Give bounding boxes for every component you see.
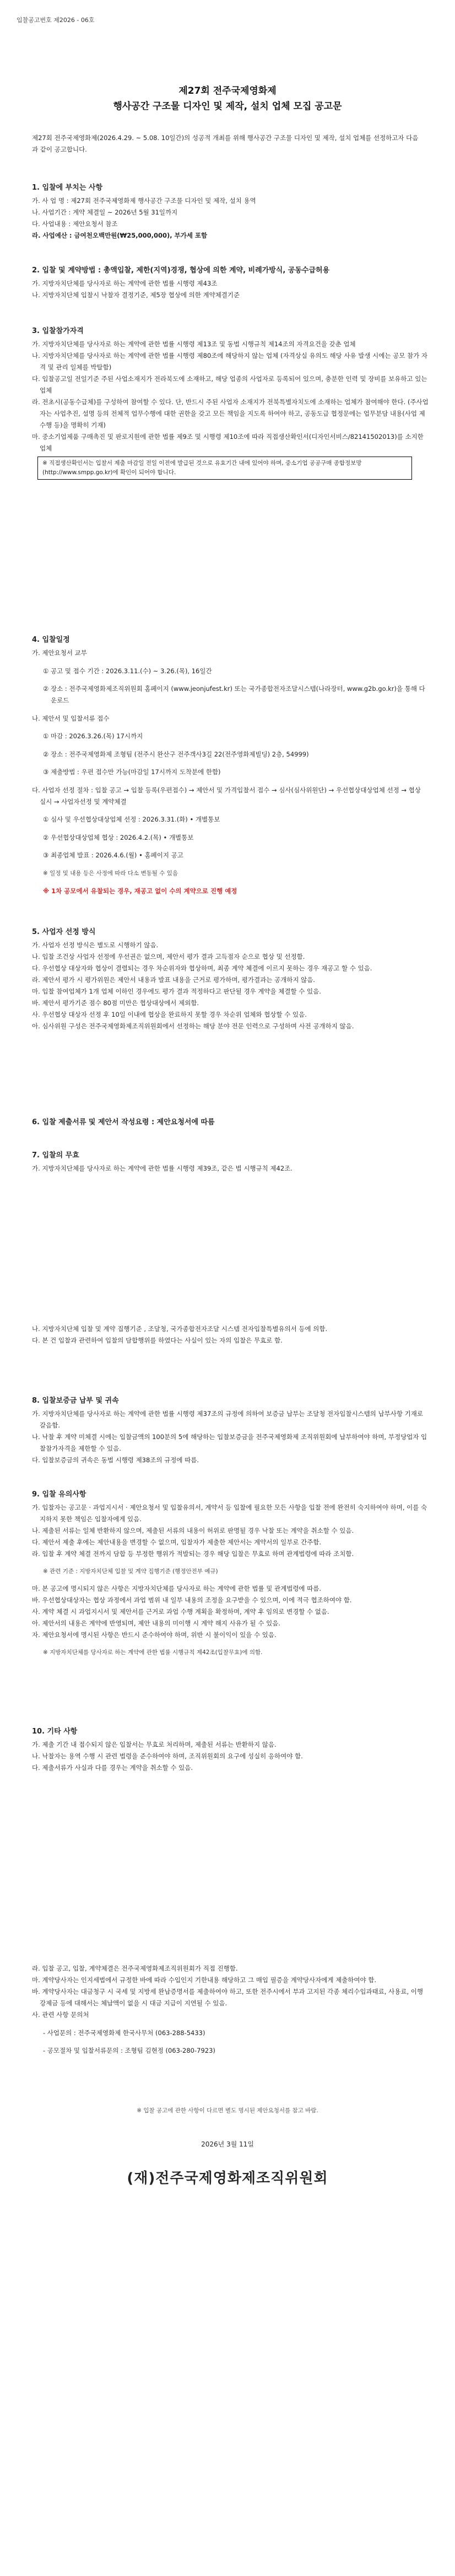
s7-item: 다. 본 건 입찰과 관련하여 입찰의 담합행위를 하였다는 사실이 있는 자의 입찰은 무효로 함.: [32, 1337, 283, 1344]
s9-item: 마. 본 공고에 명시되지 않은 사항은 지방자치단체를 당사자로 하는 계약에 관한 법률 및 관계법령에 따름.: [32, 1585, 322, 1592]
intro-paragraph: 제27회 전주국제영화제(2026.4.29. ~ 5.08. 10일간)의 성공적 개최를 위해 행사공간 구조물 디자인 및 제작, 설치 업체를 선정하고자 다음과 같이 공고합니다.: [32, 134, 419, 153]
s10-item: 다. 제출서류가 사실과 다를 경우는 계약을 취소할 수 있음.: [32, 1764, 193, 1772]
section-4: [32, 634, 429, 904]
s9-item: 가. 입찰자는 공고문 · 과업지시서 · 제안요청서 및 입찰유의서, 계약서 등 입찰에 필요한 모든 사항을 입찰 전에 완전히 숙지하여야 하며, 이를 숙지하지 못한 책임은 입찰자에게 있음.: [32, 1504, 427, 1523]
section-5: [32, 926, 429, 1032]
s3-item: 가. 지방자치단체를 당사자로 하는 계약에 관한 법률 시행령 제13조 및 동법 시행규칙 제14조의 자격요건을 갖춘 업체: [32, 340, 356, 348]
s4-item: 나. 제안서 및 입찰서류 접수: [32, 714, 110, 722]
s10-item: 마. 계약당사자는 인지세법에서 규정한 바에 따라 수입인지 기한내용 해당하고 그 매입 필증을 계약당사자에게 제출하여야 함.: [32, 1976, 377, 1984]
s2-item: 나. 지방자치단체 입찰시 낙찰자 결정기준, 제5장 협상에 의한 계약체결기준: [32, 291, 240, 299]
section-7-continued: [32, 1323, 429, 1346]
s4-item: 가. 제안요청서 교부: [32, 649, 87, 657]
s1-item: 다. 사업내용 : 제안요청서 참조: [32, 220, 118, 228]
s9-item: 라. 입찰 후 계약 체결 전까지 담합 등 부정한 행위가 적발되는 경우 해당 입찰은 무효로 하며 관계법령에 따라 조치함.: [32, 1550, 354, 1558]
section-6-heading: 6. 입찰 제출서류 및 제안서 작성요령 : 제안요청서에 따름: [32, 1118, 215, 1126]
s5-item: 라. 제안서 평가 시 평가위원은 제안서 내용과 발표 내용을 근거로 평가하며, 평가결과는 공개하지 않음.: [32, 976, 315, 984]
title-line-2: 행사공간 구조물 디자인 및 제작, 설치 업체 모집 공고문: [113, 101, 342, 112]
s9-note: ※ 관련 기준 : 지방자치단체 입찰 및 계약 집행기준 (행정안전부 예규): [43, 1568, 218, 1575]
section-10-heading: 10. 기타 사항: [32, 1727, 78, 1736]
s4-subitem: ② 장소 : 전주국제영화제 조형팀 (전주시 완산구 전주객사3길 22(전주영화제빌딩) 2층, 54999): [43, 750, 309, 758]
contact-line: - 사업문의 : 전주국제영화제 한국사무처 (063-288-5433): [43, 2028, 205, 2037]
s5-item: 나. 입찰 조건상 사업자 선정에 우선권은 없으며, 제안서 평가 결과 고득점자 순으로 협상 및 선정함.: [32, 953, 305, 960]
section-9-heading: 9. 입찰 유의사항: [32, 1490, 86, 1499]
s9-item: 다. 제안서 제출 후에는 제안내용을 변경할 수 없으며, 입찰자가 제출한 제안서는 계약서의 일부로 간주함.: [32, 1538, 322, 1546]
s4-subitem: ③ 제출방법 : 우편 접수만 가능(마감일 17시까지 도착분에 한함): [43, 768, 221, 776]
s10-item: 가. 제출 기간 내 접수되지 않은 입찰서는 무효로 처리하며, 제출된 서류는 반환하지 않음.: [32, 1741, 277, 1748]
s5-item: 가. 사업자 선정 방식은 별도로 시행하기 않음.: [32, 941, 159, 949]
section-6: [32, 1117, 429, 1130]
section-10: [32, 1726, 429, 1774]
section-3: [32, 325, 429, 482]
section-10-continued: [32, 1963, 429, 2063]
section-2-heading: 2. 입찰 및 계약방법 : 총액입찰, 제한(지역)경쟁, 협상에 의한 계약, 비례가방식, 공동수급허용: [32, 266, 330, 275]
s5-item: 바. 제안서 평가기준 점수 80점 미만은 협상대상에서 제외함.: [32, 999, 199, 1007]
s10-item: 나. 낙찰자는 용역 수행 시 관련 법령을 준수하여야 하며, 조직위원회의 요구에 성실히 응하여야 함.: [32, 1752, 303, 1760]
section-3-heading: 3. 입찰참가자격: [32, 327, 84, 335]
s4-note-red: ※ 1차 공모에서 유찰되는 경우, 재공고 없이 수의 계약으로 진행 예정: [43, 887, 237, 895]
s1-item: 나. 사업기간 : 계약 체결일 ~ 2026년 5월 31일까지: [32, 208, 178, 216]
s4-subitem: ① 심사 및 우선협상대상업체 선정 : 2026.3.31.(화) • 개별통보: [43, 815, 220, 823]
s9-item: 바. 우선협상대상자는 협상 과정에서 과업 범위 내 일부 내용의 조정을 요구받을 수 있으며, 이에 적극 협조하여야 함.: [32, 1596, 352, 1604]
s9-item: 사. 계약 체결 시 과업지시서 및 제안서를 근거로 과업 수행 계획을 확정하며, 계약 후 임의로 변경할 수 없음.: [32, 1608, 329, 1616]
s4-note: ※ 일정 및 내용 등은 사정에 따라 다소 변동될 수 있음: [43, 870, 178, 877]
s4-subitem: ② 우선협상대상업체 협상 : 2026.4.2.(목) • 개별통보: [43, 833, 194, 841]
section-4-heading: 4. 입찰일정: [32, 636, 70, 644]
footnote: ※ 입찰 공고에 관한 사항이 다르면 별도 명시된 제안요청서를 참고 바람.: [137, 2107, 318, 2114]
s3-item: 마. 중소기업제품 구매촉진 및 판로지원에 관한 법률 제9조 및 시행령 제10조에 따라 직접생산확인서(디자인서비스/82141502013)를 소지한 업체: [32, 433, 424, 452]
title-line-1: 제27회 전주국제영화제: [178, 85, 277, 96]
contact-line: - 공모절차 및 입찰서류문의 : 조형팀 김현정 (063-280-7923): [43, 2047, 215, 2054]
organization-name: (재)전주국제영화제조직위원회: [127, 2170, 328, 2187]
section-7: [32, 1150, 429, 1174]
s3-boxed-note: ※ 직접생산확인서는 입찰서 제출 마감일 전일 이전에 발급된 것으로 유효기간 내에 있어야 하며, 중소기업 공공구매 종합정보망(http://www.smpp.go.kr)에 확인이 되어야 합니다.: [37, 457, 412, 480]
s1-item-budget: 라. 사업예산 : 금여천오백만원(₩25,000,000), 부가세 포함: [32, 232, 208, 239]
s5-item: 마. 입찰 참여업체가 1개 업체 이하인 경우에도 평가 결과 적정하다고 판단될 경우 계약을 체결할 수 있음.: [32, 988, 321, 995]
section-8: [32, 1395, 429, 1466]
s3-item: 나. 지방자치단체를 당사자로 하는 계약에 관한 법률 시행령 제80조에 해당하지 않는 업체 (자격상실 유의도 해당 사유 발생 시에는 공모 참가 자격 및 관리 일체를 박탈함): [32, 352, 427, 371]
s9-item: 나. 제출된 서류는 일체 반환하지 않으며, 제출된 서류의 내용이 허위로 판명될 경우 낙찰 또는 계약을 취소할 수 있음.: [32, 1527, 354, 1534]
s5-item: 아. 심사위원 구성은 전주국제영화제조직위원회에서 선정하는 해당 분야 전문 인력으로 구성하며 사전 공개하지 않음.: [32, 1022, 354, 1030]
section-9: [32, 1489, 429, 1664]
section-1-heading: 1. 입찰에 부치는 사항: [32, 184, 103, 192]
s4-subitem: ① 마감 : 2026.3.26.(목) 17시까지: [43, 732, 143, 740]
section-5-heading: 5. 사업자 선정 방식: [32, 928, 96, 936]
s3-item: 라. 전초시(공동수급체)를 구성하여 참여할 수 있다. 단, 반드시 주된 사업자 소재지가 전북특별자치도에 소재하는 업체가 참여해야 한다. (주사업자는 사업추진, 설명 등의 전체적 업무수행에 대한 권한을 갖고 모든 책임을 지도록 하여야 하고, 공동도급 협정문에는 업무분담 내용(사업 제수행 등)을 명확히 기재): [32, 398, 429, 429]
s5-item: 다. 우선협상 대상자와 협상이 결렬되는 경우 차순위자와 협상하며, 최종 계약 체결에 이르지 못하는 경우 재공고 할 수 있음.: [32, 964, 372, 972]
s4-subitem: ③ 최종업체 발표 : 2026.4.6.(월) • 홈페이지 공고: [43, 851, 183, 859]
s7-item: 나. 지방자치단체 입찰 및 계약 집행기준 , 조달청, 국가종합전자조달 시스템 전자입찰특별유의서 등에 의함.: [32, 1325, 328, 1333]
issue-date: 2026년 3월 11일: [201, 2140, 254, 2148]
s10-item: 바. 계약당사자는 대금청구 시 국세 및 지방세 완납증명서를 제출하여야 하고, 또한 전주시에서 부과 고지된 각종 체리수입과태료, 사용료, 이행강제금 등에 대해서는 체납액이 없을 시 대금 지급이 지연될 수 있음.: [32, 1988, 423, 2007]
s5-item: 사. 우선협상 대상자 선정 후 10일 이내에 협상을 완료하지 못할 경우 차순위 업체와 협상할 수 있음.: [32, 1011, 307, 1018]
notice-number: 입찰공고번호 제2026 - 06호: [17, 17, 95, 24]
s8-item: 가. 지방자치단체를 당사자로 하는 계약에 관한 법률 시행령 제37조의 규정에 의하여 보증금 납부는 조달청 전자입찰시스템의 납부사항 기재로 갈음함.: [32, 1410, 423, 1429]
s2-item: 가. 지방자치단체를 당사자로 하는 계약에 관한 법률 시행령 제43조: [32, 280, 218, 287]
section-7-heading: 7. 입찰의 무효: [32, 1151, 79, 1160]
s10-item: 라. 입찰 공고, 입찰, 계약체결은 전주국제영화제조직위원회가 직접 진행함.: [32, 1965, 238, 1972]
s7-item: 가. 지방자치단체를 당사자로 하는 계약에 관한 법률 시행령 제39조, 같은 법 시행규칙 제42조.: [32, 1164, 292, 1172]
s4-item: 다. 사업자 선정 절차 : 입찰 공고 → 입찰 등록(우편접수) → 제안서 및 가격입찰서 접수 → 심사(심사위원단) → 우선협상대상업체 선정 → 협상 실시 → 사업자선정 및 계약체결: [32, 786, 421, 806]
s9-item: 자. 제안요청서에 명시된 사항은 반드시 준수하여야 하며, 위반 시 불이익이 있을 수 있음.: [32, 1631, 277, 1639]
s4-subitem: ① 공고 및 접수 기간 : 2026.3.11.(수) ~ 3.26.(목), 16일간: [43, 667, 212, 675]
s3-item: 다. 입찰공고일 전일기준 주된 사업소재지가 전라북도에 소재하고, 해당 업종의 사업자로 등록되어 있으며, 충분한 인력 및 장비를 보유하고 있는 업체: [32, 375, 427, 394]
section-2: [32, 265, 429, 301]
section-1: [32, 182, 429, 242]
s1-item: 가. 사 업 명 : 제27회 전주국제영화제 행사공간 구조물 디자인 및 제작, 설치 용역: [32, 197, 256, 205]
section-8-heading: 8. 입찰보증금 납부 및 귀속: [32, 1397, 119, 1405]
s10-item: 사. 관련 사항 문의처: [32, 2011, 89, 2019]
s8-item: 나. 낙찰 후 계약 미체결 시에는 입찰금액의 100분의 5에 해당하는 입찰보증금을 전주국제영화제 조직위원회에 납부하여야 하며, 부정당업자 입찰참가자격을 제한할 수 있음.: [32, 1433, 427, 1452]
s9-note: ※ 지방자치단체를 당사자로 하는 계약에 관한 법률 시행규칙 제42조(입찰무효)에 의함.: [43, 1649, 263, 1656]
s4-subitem: ② 장소 : 전주국제영화제조직위원회 홈페이지 (www.jeonjufest.kr) 또는 국가종합전자조달시스템(나라장터, www.g2b.go.kr)을 통해 다운로드: [43, 685, 425, 704]
s8-item: 다. 입찰보증금의 귀속은 동법 시행령 제38조의 규정에 따름.: [32, 1456, 199, 1464]
s9-item: 아. 제안서의 내용은 계약에 반영되며, 제안 내용의 미이행 시 계약 해지 사유가 될 수 있음.: [32, 1619, 280, 1627]
